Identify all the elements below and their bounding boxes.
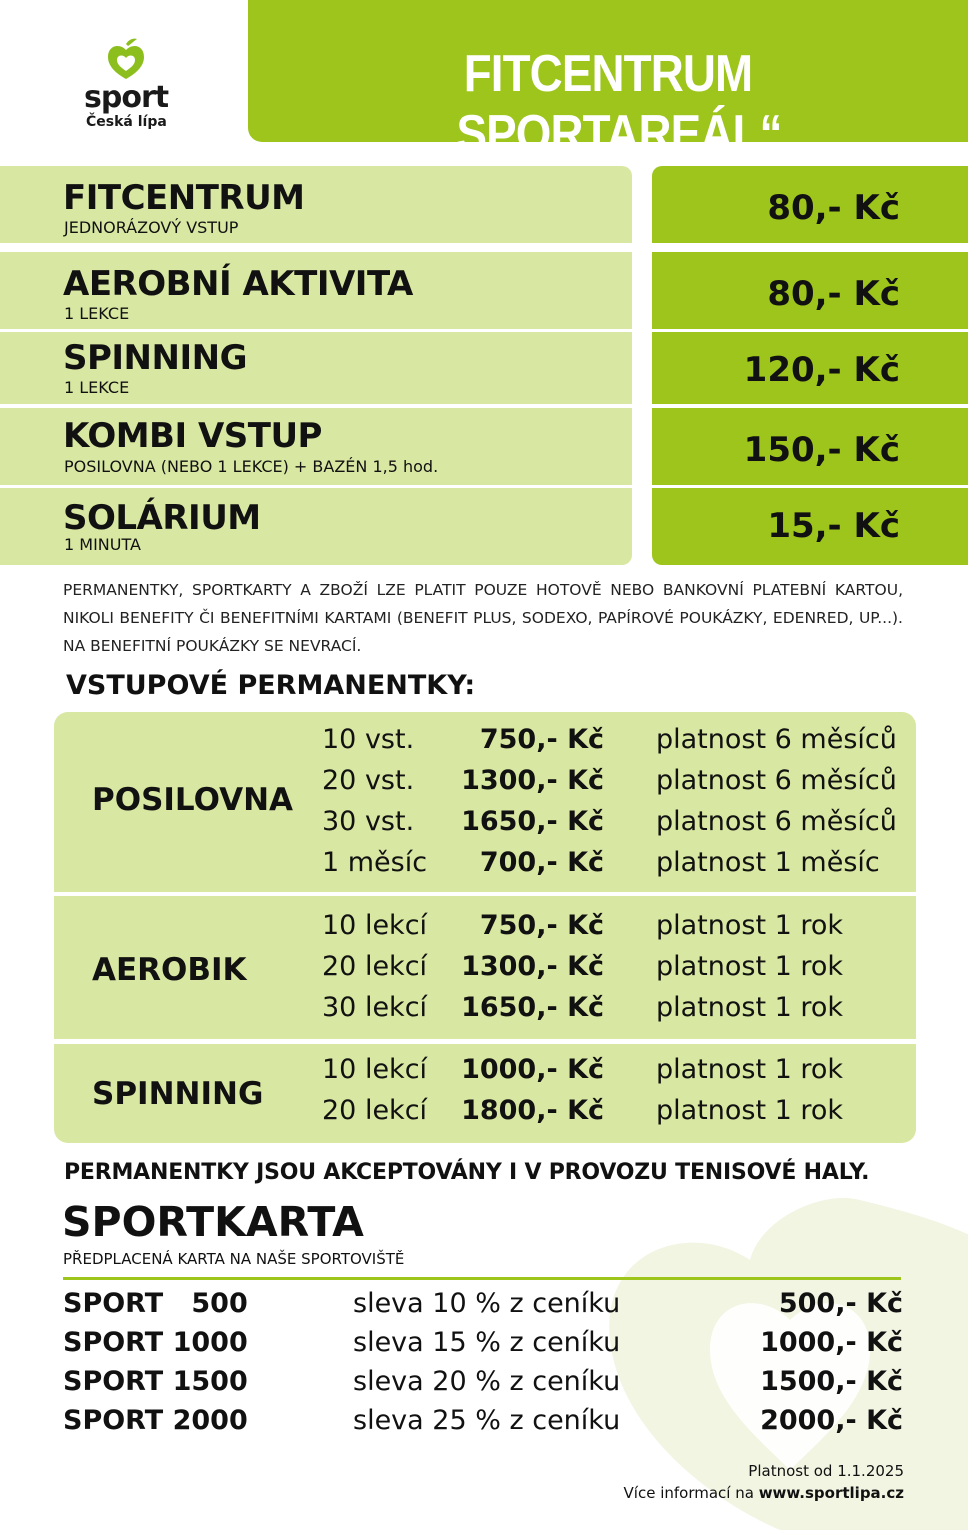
perm-qty: 30 lekcí: [322, 992, 428, 1023]
validity-date: Platnost od 1.1.2025: [748, 1462, 904, 1480]
sportkarta-item: [63, 1366, 903, 1405]
row-sub: 1 LEKCE: [64, 304, 130, 323]
sportkarta-item: [63, 1288, 903, 1327]
sportkarta-name: SPORT 500: [63, 1288, 248, 1319]
perm-price: 700,- Kč: [479, 847, 604, 878]
sport-logo: [80, 38, 190, 133]
price-cell-spinning: [652, 332, 968, 404]
perm-item: [54, 951, 916, 992]
more-info: [624, 1484, 904, 1502]
payment-note: PERMANENTKY, SPORTKARTY A ZBOŽÍ LZE PLATIT POUZE HOTOVĚ NEBO BANKOVNÍ PLATEBNÍ KARTOU, NIKOLI BENEFITY ČI BENEFITNÍMI KARTAMI (BENEFIT PLUS, SODEXO, PAPÍROVÉ POUKÁZKY, EDENRED, UP...). NA BENEFITNÍ POUKÁZKY SE NEVRACÍ.: [63, 581, 903, 655]
perm-price: 1300,- Kč: [461, 951, 604, 982]
row-name: AEROBNÍ AKTIVITA: [63, 264, 413, 304]
perm-item: [54, 806, 916, 847]
perm-group-name: AEROBIK: [92, 952, 247, 988]
perm-price: 1000,- Kč: [461, 1054, 604, 1085]
sportkarta-item: [63, 1405, 903, 1444]
perm-item: [54, 1054, 916, 1095]
sportkarta-item: [63, 1327, 903, 1366]
price-cell-aerobni: [652, 252, 968, 329]
perm-validity: platnost 6 měsíců: [656, 765, 897, 796]
perm-price: 1800,- Kč: [461, 1095, 604, 1126]
accept-note: PERMANENTKY JSOU AKCEPTOVÁNY I V PROVOZU TENISOVÉ HALY.: [64, 1160, 870, 1185]
logo-word: sport: [84, 80, 169, 115]
row-sub: POSILOVNA (NEBO 1 LEKCE) + BAZÉN 1,5 hod.: [64, 457, 439, 476]
perm-qty: 20 lekcí: [322, 1095, 428, 1126]
sportkarta-discount: sleva 25 % z ceníku: [353, 1405, 621, 1436]
perm-group-aerobik: [54, 896, 916, 1039]
more-info-prefix: Více informací na: [623, 1484, 759, 1502]
row-sub: 1 MINUTA: [64, 535, 141, 554]
sportkarta-price: 2000,- Kč: [760, 1405, 903, 1436]
row-price: 80,- Kč: [767, 274, 900, 314]
perm-item: [54, 1095, 916, 1136]
price-cell-kombi: [652, 408, 968, 485]
perm-group-name: SPINNING: [92, 1076, 264, 1112]
sportkarta-name: SPORT 2000: [63, 1405, 248, 1436]
logo-city: Česká lípa: [86, 114, 167, 130]
perm-qty: 20 lekcí: [322, 951, 428, 982]
sportkarta-price: 1000,- Kč: [760, 1327, 903, 1358]
perm-price: 1650,- Kč: [461, 806, 604, 837]
price-cell-fitcentrum: [652, 166, 968, 243]
perm-item: [54, 847, 916, 888]
sportkarta-title: SPORTKARTA: [62, 1198, 364, 1246]
sportkarta-discount: sleva 15 % z ceníku: [353, 1327, 621, 1358]
perm-qty: 10 lekcí: [322, 1054, 428, 1085]
page-title: FITCENTRUM „SPORTAREÁL“: [434, 45, 782, 163]
sportkarta-name: SPORT 1000: [63, 1327, 248, 1358]
sportkarta-discount: sleva 10 % z ceníku: [353, 1288, 621, 1319]
perm-price: 750,- Kč: [479, 910, 604, 941]
perm-price: 1300,- Kč: [461, 765, 604, 796]
sportkarta-price: 500,- Kč: [778, 1288, 903, 1319]
row-sub: JEDNORÁZOVÝ VSTUP: [64, 218, 239, 237]
row-name: KOMBI VSTUP: [63, 416, 322, 456]
perm-item: [54, 765, 916, 806]
sportkarta-subtitle: PŘEDPLACENÁ KARTA NA NAŠE SPORTOVIŠTĚ: [63, 1250, 405, 1268]
row-sub: 1 LEKCE: [64, 378, 130, 397]
perm-group-posilovna: [54, 712, 916, 892]
perm-validity: platnost 1 rok: [656, 910, 844, 941]
perm-qty: 20 vst.: [322, 765, 415, 796]
perm-validity: platnost 1 rok: [656, 1054, 844, 1085]
row-name: SOLÁRIUM: [63, 498, 261, 538]
divider: [63, 1277, 901, 1280]
row-price: 120,- Kč: [743, 350, 900, 390]
row-name: FITCENTRUM: [63, 178, 305, 218]
row-price: 150,- Kč: [743, 430, 900, 470]
perm-qty: 30 vst.: [322, 806, 415, 837]
price-row-fitcentrum: [0, 166, 632, 243]
price-row-aerobni: [0, 252, 632, 329]
perm-item: [54, 992, 916, 1033]
perm-item: [54, 724, 916, 765]
perm-group-name: POSILOVNA: [92, 782, 294, 818]
apple-heart-icon: [106, 38, 146, 80]
perm-qty: 1 měsíc: [322, 847, 428, 878]
price-row-kombi: [0, 408, 632, 485]
perm-price: 750,- Kč: [479, 724, 604, 755]
perm-price: 1650,- Kč: [461, 992, 604, 1023]
row-name: SPINNING: [63, 338, 247, 378]
perm-validity: platnost 1 rok: [656, 951, 844, 982]
price-row-spinning: [0, 332, 632, 404]
price-cell-solarium: [652, 488, 968, 565]
row-price: 80,- Kč: [767, 188, 900, 228]
perm-item: [54, 910, 916, 951]
perm-validity: platnost 1 rok: [656, 1095, 844, 1126]
perm-qty: 10 lekcí: [322, 910, 428, 941]
perm-validity: platnost 1 měsíc: [656, 847, 880, 878]
row-price: 15,- Kč: [767, 506, 900, 546]
perm-validity: platnost 6 měsíců: [656, 806, 897, 837]
perm-validity: platnost 1 rok: [656, 992, 844, 1023]
permanentky-heading: VSTUPOVÉ PERMANENTKY:: [66, 670, 476, 701]
sportkarta-price: 1500,- Kč: [760, 1366, 903, 1397]
website-link[interactable]: www.sportlipa.cz: [758, 1484, 904, 1502]
price-row-solarium: [0, 488, 632, 565]
sportkarta-name: SPORT 1500: [63, 1366, 248, 1397]
perm-group-spinning: [54, 1044, 916, 1143]
perm-validity: platnost 6 měsíců: [656, 724, 897, 755]
sportkarta-discount: sleva 20 % z ceníku: [353, 1366, 621, 1397]
perm-qty: 10 vst.: [322, 724, 415, 755]
